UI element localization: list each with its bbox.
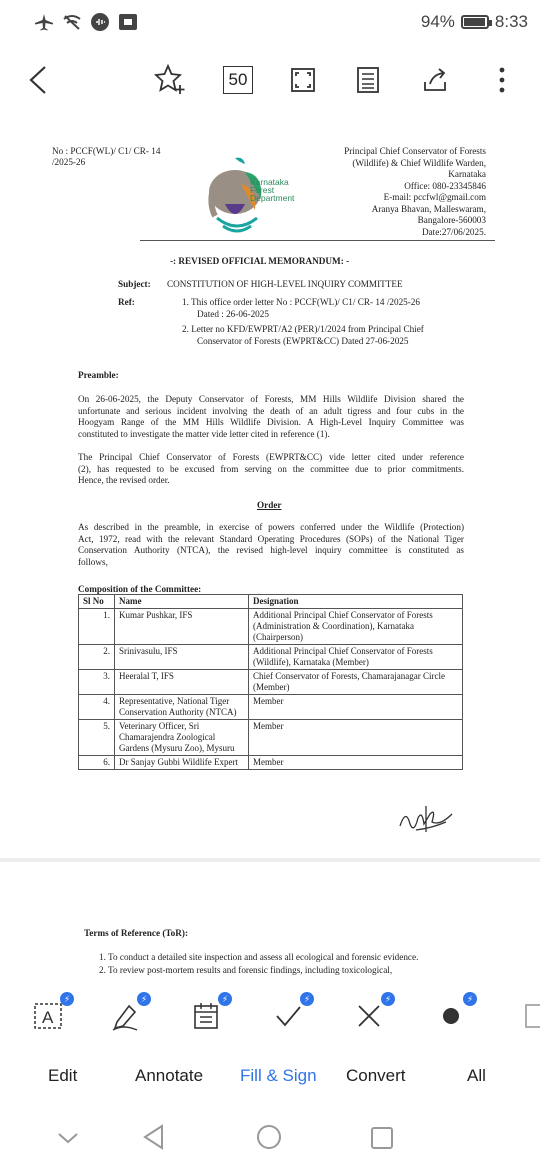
paragraph-line: Conservation Authority (NTCA), the revised high-level inquiry committee is constituted as <box>78 545 464 555</box>
share-icon <box>421 65 451 95</box>
paragraph-line: The Principal Chief Conservator of Forests (EWPRT&CC) vide letter cited under reference <box>78 452 464 462</box>
table-row <box>79 645 463 670</box>
airplane-icon <box>34 13 54 31</box>
designation-cell: Member <box>249 756 463 770</box>
cast-icon <box>118 12 138 32</box>
letterhead-line: Aranya Bhavan, Malleswaram, <box>371 203 486 214</box>
ref-1b: Dated : 26-06-2025 <box>197 309 269 319</box>
letterhead-line: Date:27/06/2025. <box>421 226 486 237</box>
paragraph-line: On 26-06-2025, the Deputy Conservator of Forests, MM Hills Wildlife Division shared the <box>78 394 464 404</box>
logo-text-2: Forest <box>250 185 275 195</box>
name-cell: Veterinary Officer, Sri Chamarajendra Zoological Gardens (Mysuru Zoo), Mysuru <box>115 720 249 756</box>
date-tool[interactable] <box>186 993 229 1036</box>
document-page[interactable] <box>0 116 540 858</box>
clock: 8:33 <box>494 12 528 31</box>
svg-text:A: A <box>42 1008 54 1027</box>
pen-sign-icon <box>109 1000 141 1032</box>
order-paragraph <box>78 522 464 568</box>
signature <box>396 800 456 836</box>
memo-heading: -: REVISED OFFICIAL MEMORANDUM: - <box>170 256 350 266</box>
slno-cell: 3. <box>79 670 115 695</box>
recents-nav-icon[interactable] <box>368 1124 396 1152</box>
system-nav-bar <box>0 1108 540 1170</box>
ref-label: Ref: <box>118 297 135 307</box>
tool-badge: ⚡ <box>137 992 151 1006</box>
ref-no-line2: /2025-26 <box>52 157 86 167</box>
paragraph-line: follows, <box>78 556 108 567</box>
paragraph-line: (2), has requested to be excused from serving on the committee due to prior commitments. <box>78 463 464 474</box>
col-designation: Designation <box>249 595 463 609</box>
name-cell: Heeralal T, IFS <box>115 670 249 695</box>
back-arrow-icon <box>27 65 49 95</box>
status-right <box>421 12 528 32</box>
battery-icon <box>461 15 489 29</box>
tab-edit[interactable]: Edit <box>48 1066 78 1085</box>
preamble-paragraph-1 <box>78 394 464 440</box>
tool-badge: ⚡ <box>300 992 314 1006</box>
dot-icon <box>435 1000 467 1032</box>
committee-table <box>78 594 463 770</box>
table-row <box>79 756 463 770</box>
checkmark-tool[interactable] <box>268 993 311 1036</box>
tab-convert[interactable]: Convert <box>346 1066 406 1085</box>
letterhead-address <box>286 146 486 238</box>
tool-badge: ⚡ <box>60 992 74 1006</box>
table-row <box>79 670 463 695</box>
record-icon <box>90 12 110 32</box>
no-signal-icon <box>62 13 82 31</box>
tab-annotate[interactable]: Annotate <box>135 1066 204 1085</box>
document-page-2[interactable] <box>0 862 540 990</box>
back-nav-icon[interactable] <box>140 1122 168 1152</box>
fit-page-button[interactable] <box>285 62 321 98</box>
rectangle-tool[interactable] <box>510 996 540 1036</box>
table-header-row <box>79 595 463 609</box>
cross-icon <box>353 1000 385 1032</box>
col-name: Name <box>115 595 249 609</box>
subject-label: Subject: <box>118 279 151 289</box>
text-box-tool[interactable] <box>28 993 71 1036</box>
paragraph-line: unfortunate and serious incident involving the death of an adult tigress and four cubs in the <box>78 405 464 416</box>
ref-1a: 1. This office order letter No : PCCF(WL)/ C1/ CR- 14 /2025-26 <box>182 297 420 307</box>
bottom-tool-bar <box>0 990 540 1108</box>
table-row <box>79 720 463 756</box>
preamble-label: Preamble: <box>78 370 119 380</box>
star-plus-icon <box>153 63 187 97</box>
more-options-button[interactable] <box>484 62 520 98</box>
slno-cell: 4. <box>79 695 115 720</box>
tab-all[interactable]: All <box>467 1066 486 1085</box>
composition-label: Composition of the Committee: <box>78 584 202 594</box>
logo-text-1: Karnataka <box>250 177 289 187</box>
more-vertical-icon <box>497 65 507 95</box>
slno-cell: 1. <box>79 609 115 645</box>
battery-percent: 94% <box>420 12 455 31</box>
paragraph-line: constituted to investigate the matter vide letter cited in reference (1). <box>78 428 330 439</box>
tool-badge: ⚡ <box>218 992 232 1006</box>
letterhead-line: Karnataka <box>448 169 486 179</box>
tab-fill-sign[interactable]: Fill & Sign <box>240 1066 317 1085</box>
order-label: Order <box>257 500 282 510</box>
page-count-button[interactable]: 50 <box>223 66 253 94</box>
col-slno: Sl No <box>79 595 115 609</box>
top-toolbar <box>0 44 540 116</box>
rectangle-icon <box>518 1000 540 1032</box>
letterhead-line[interactable]: E-mail: pccfwl@gmail.com <box>383 192 486 202</box>
cross-tool[interactable] <box>349 993 392 1036</box>
back-button[interactable] <box>20 62 56 98</box>
slno-cell: 6. <box>79 756 115 770</box>
share-button[interactable] <box>418 62 454 98</box>
tor-label: Terms of Reference (ToR): <box>84 928 189 938</box>
slno-cell: 2. <box>79 645 115 670</box>
designation-cell: Additional Principal Chief Conservator of Forests (Wildlife), Karnataka (Member) <box>249 645 463 670</box>
designation-cell: Chief Conservator of Forests, Chamarajanagar Circle (Member) <box>249 670 463 695</box>
signature-tool[interactable] <box>105 993 148 1036</box>
home-nav-icon[interactable] <box>254 1122 284 1152</box>
hide-keyboard-icon[interactable] <box>56 1128 80 1148</box>
paragraph-line: As described in the preamble, in exercise of powers conferred under the Wildlife (Protection) <box>78 522 464 532</box>
header-divider <box>140 240 495 241</box>
name-cell: Representative, National Tiger Conservation Authority (NTCA) <box>115 695 249 720</box>
letterhead-line: Office: 080-23345846 <box>404 180 486 191</box>
document-view-icon <box>353 65 383 95</box>
designation-cell: Member <box>249 720 463 756</box>
favorite-button[interactable] <box>152 62 188 98</box>
table-row <box>79 609 463 645</box>
letterhead-line: Principal Chief Conservator of Forests <box>344 146 486 156</box>
preamble-paragraph-2 <box>78 452 464 487</box>
designation-cell: Member <box>249 695 463 720</box>
subject-text: CONSTITUTION OF HIGH-LEVEL INQUIRY COMMITTEE <box>167 279 403 289</box>
dot-tool[interactable] <box>431 993 474 1036</box>
paragraph-line: Hoogyam Range of the MM Hills Wildlife Division. A High-Level Inquiry Committee was <box>78 417 464 427</box>
tool-badge: ⚡ <box>463 992 477 1006</box>
table-row <box>79 695 463 720</box>
tor-item-2: 2. To review post-mortem results and forensic findings, including toxicological, <box>99 965 393 975</box>
fit-screen-icon <box>288 65 318 95</box>
calendar-icon <box>190 1000 222 1032</box>
checkmark-icon <box>272 1000 304 1032</box>
reading-mode-button[interactable] <box>350 62 386 98</box>
ref-no-line1: No : PCCF(WL)/ C1/ CR- 14 <box>52 146 161 156</box>
letterhead-line: (Wildlife) & Chief Wildlife Warden, <box>352 157 486 168</box>
status-bar <box>0 0 540 44</box>
ref-2a: 2. Letter no KFD/EWPRT/A2 (PER)/1/2024 from Principal Chief <box>182 324 424 334</box>
designation-cell: Additional Principal Chief Conservator of Forests (Administration & Coordination), Karnataka (Chairperson) <box>249 609 463 645</box>
slno-cell: 5. <box>79 720 115 756</box>
status-icons <box>34 12 138 32</box>
text-box-icon <box>32 1000 64 1032</box>
paragraph-line: Act, 1972, read with the relevant Standard Operating Procedures (SOPs) of the National Tiger <box>78 533 464 544</box>
logo-text-3: Department <box>250 193 295 203</box>
letterhead-line: Bangalore-560003 <box>417 215 486 225</box>
name-cell: Dr Sanjay Gubbi Wildlife Expert <box>115 756 249 770</box>
ref-2b: Conservator of Forests (EWPRT&CC) Dated 27-06-2025 <box>197 336 409 346</box>
name-cell: Srinivasulu, IFS <box>115 645 249 670</box>
tool-badge: ⚡ <box>381 992 395 1006</box>
paragraph-line: Hence, the revised order. <box>78 475 170 485</box>
name-cell: Kumar Pushkar, IFS <box>115 609 249 645</box>
tor-item-1: 1. To conduct a detailed site inspection and assess all ecological and forensic evidence. <box>99 952 419 962</box>
